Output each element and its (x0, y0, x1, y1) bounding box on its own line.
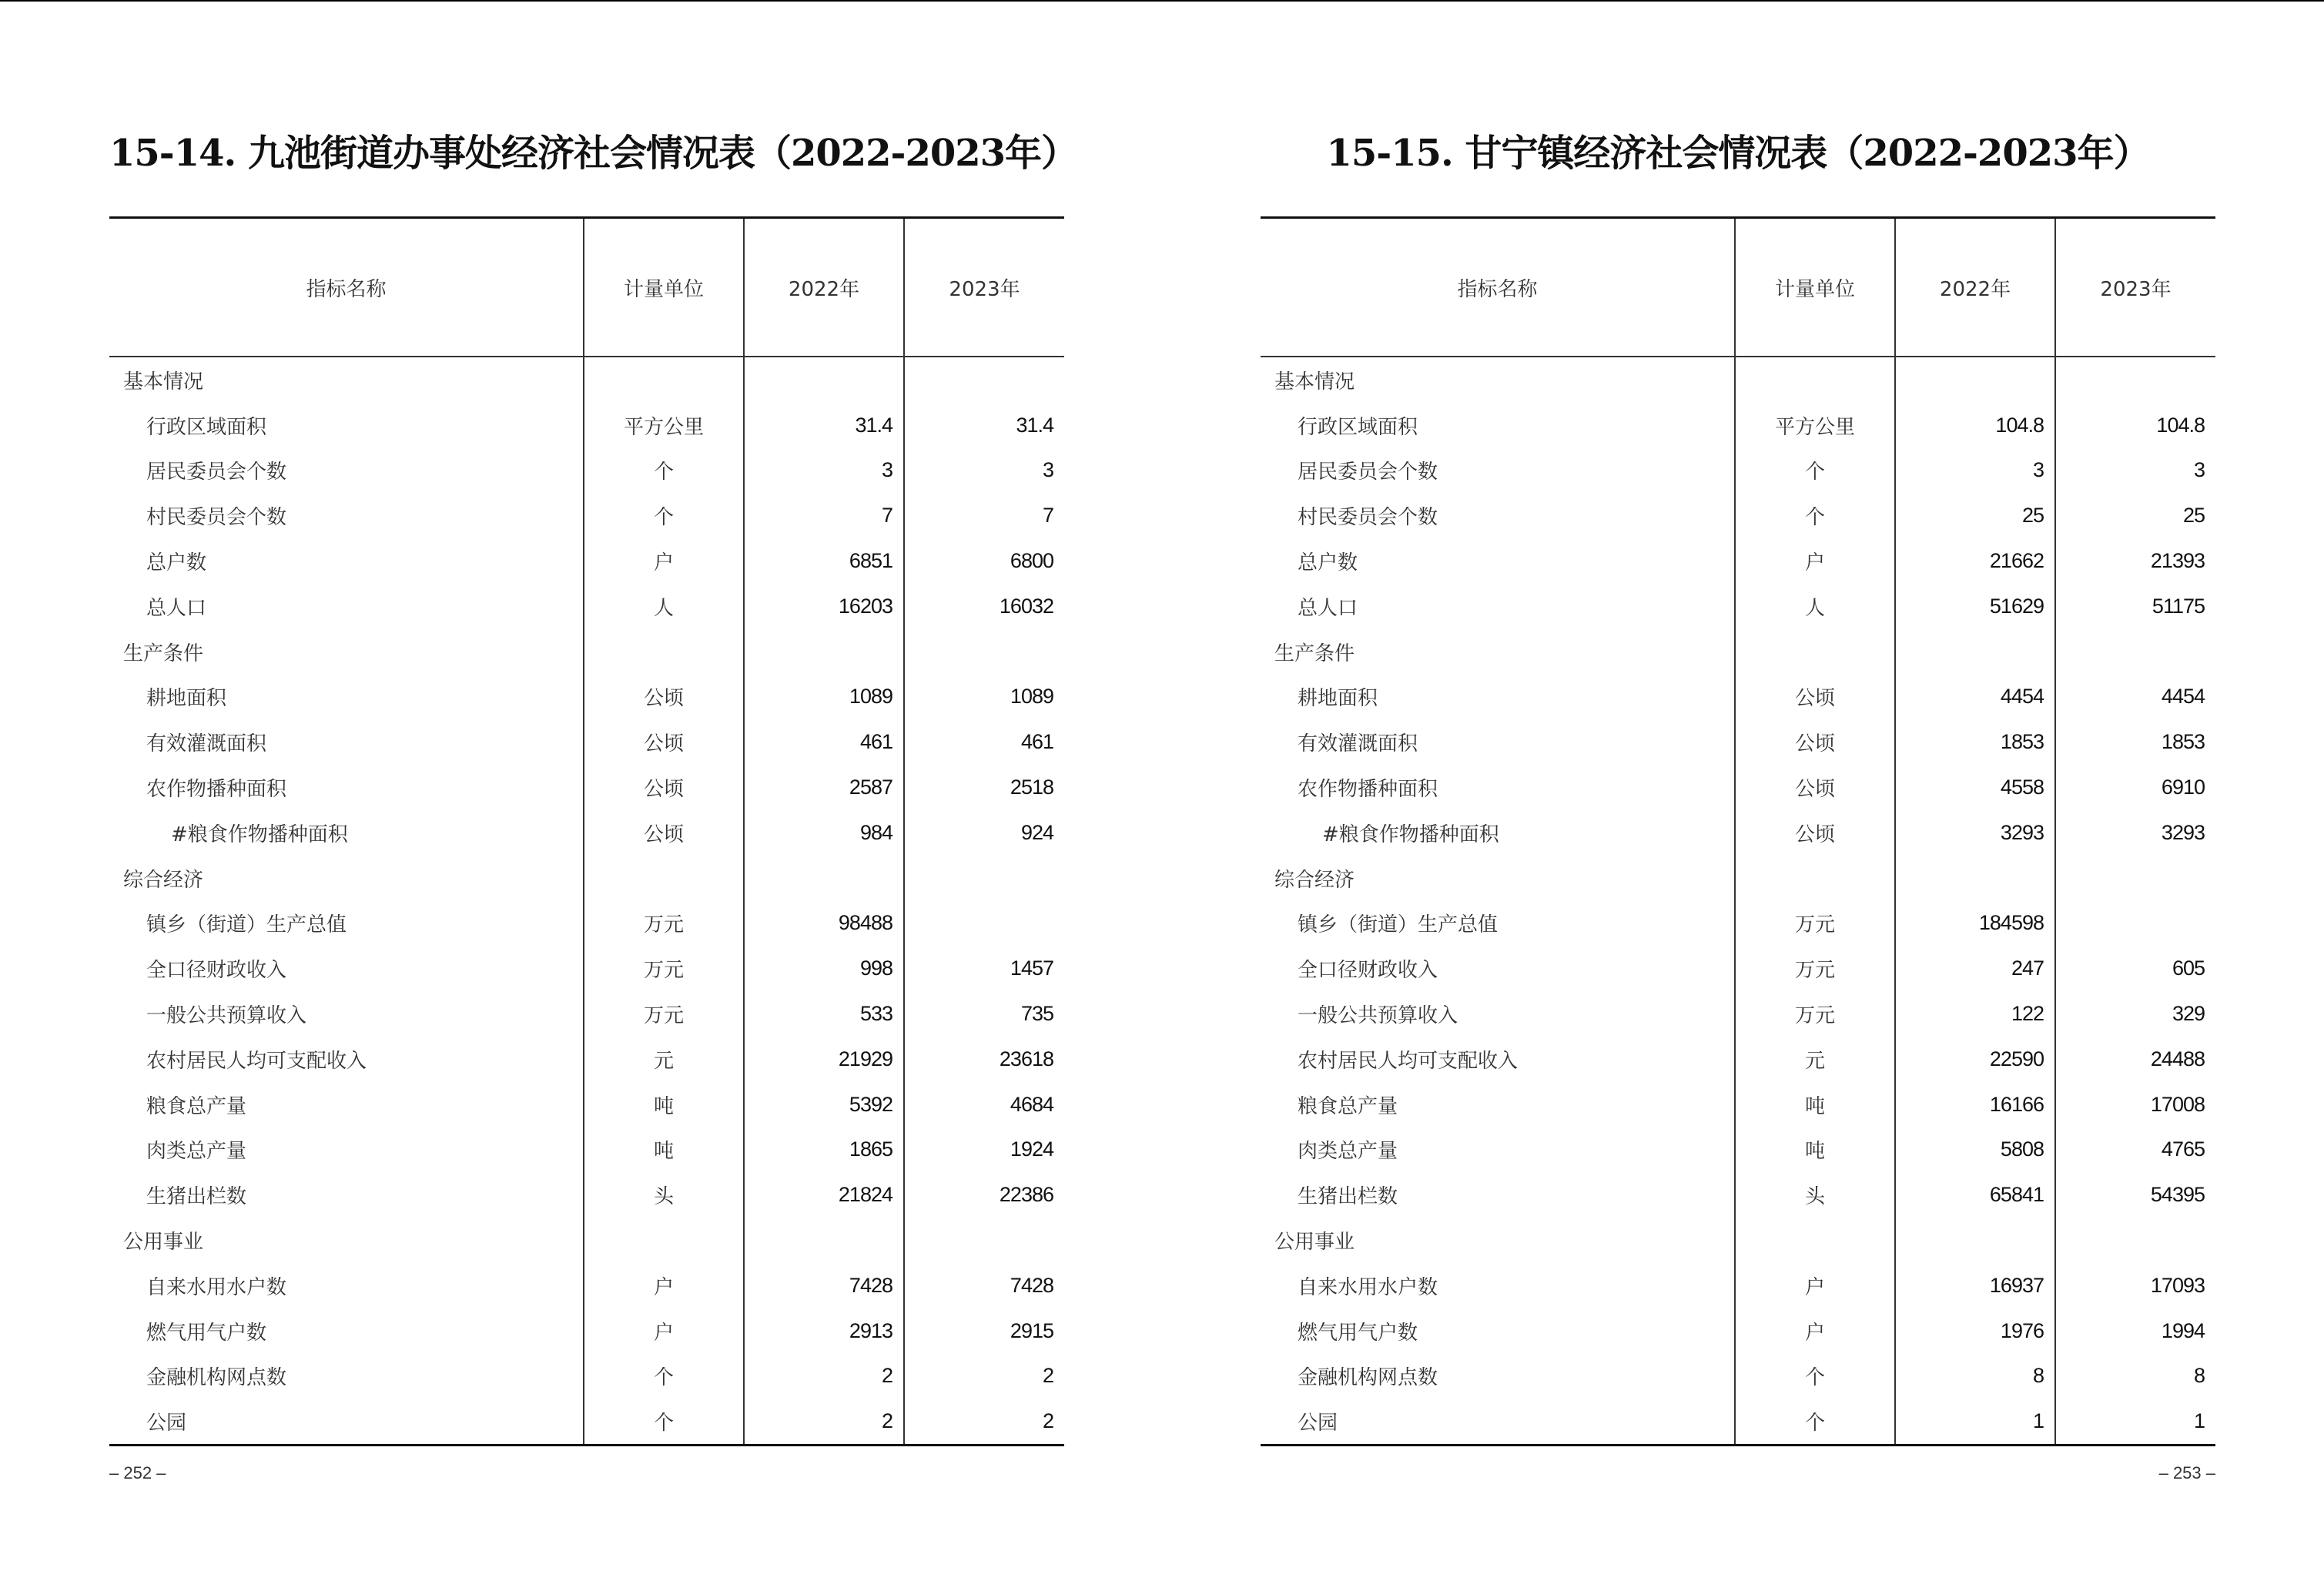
value-2023: 54395 (2055, 1172, 2215, 1218)
stats-table (109, 216, 1064, 1446)
row-unit: 个 (1735, 1399, 1895, 1445)
row-unit (584, 629, 744, 675)
value-2022 (744, 856, 904, 901)
row-unit: 户 (584, 538, 744, 584)
value-2022 (744, 1218, 904, 1263)
row-unit: 吨 (584, 1127, 744, 1173)
page-title: 15-14. 九池街道办事处经济社会情况表（2022-2023年） (109, 132, 1078, 175)
table-row (1261, 675, 2215, 720)
table-row (109, 1399, 1064, 1445)
value-2022: 7428 (744, 1263, 904, 1308)
header-year-2023: 2023年 (904, 218, 1064, 357)
table-row (1261, 538, 2215, 584)
value-2023: 2518 (904, 765, 1064, 810)
table-row (109, 946, 1064, 991)
value-2022: 4454 (1895, 675, 2055, 720)
header-indicator: 指标名称 (109, 218, 584, 357)
table-row (1261, 1399, 2215, 1445)
row-unit: 户 (1735, 1308, 1895, 1354)
section-row (109, 629, 1064, 675)
value-2022: 8 (1895, 1354, 2055, 1399)
value-2022: 2 (744, 1354, 904, 1399)
row-name: 燃气用气户数 (1298, 1321, 1418, 1345)
row-unit: 头 (1735, 1172, 1895, 1218)
value-2023: 1994 (2055, 1308, 2215, 1354)
value-2023: 4454 (2055, 675, 2215, 720)
value-2023: 329 (2055, 991, 2215, 1037)
header-unit: 计量单位 (584, 218, 744, 357)
row-name: 自来水用水户数 (1298, 1275, 1438, 1299)
value-2022: 21662 (1895, 538, 2055, 584)
table-row (1261, 403, 2215, 448)
value-2022: 1976 (1895, 1308, 2055, 1354)
row-name: 生猪出栏数 (146, 1185, 247, 1209)
value-2022: 25 (1895, 493, 2055, 538)
header-year-2023: 2023年 (2055, 218, 2215, 357)
table-row (109, 1037, 1064, 1082)
value-2022 (1895, 1218, 2055, 1263)
row-name: 总户数 (1298, 551, 1358, 575)
value-2022: 2913 (744, 1308, 904, 1354)
value-2022: 3 (1895, 448, 2055, 494)
value-2023 (2055, 629, 2215, 675)
section-row (1261, 1218, 2215, 1263)
row-unit: 个 (584, 1354, 744, 1399)
row-name: 农作物播种面积 (146, 778, 287, 802)
value-2022: 7 (744, 493, 904, 538)
row-name: 生猪出栏数 (1298, 1185, 1398, 1209)
value-2023: 1853 (2055, 719, 2215, 765)
row-name: 基本情况 (123, 370, 204, 394)
value-2022: 16937 (1895, 1263, 2055, 1308)
value-2023: 1089 (904, 675, 1064, 720)
row-unit: 个 (584, 493, 744, 538)
value-2023: 1 (2055, 1399, 2215, 1445)
row-name: 总人口 (146, 596, 207, 620)
table-row (1261, 1127, 2215, 1173)
row-name: 综合经济 (1274, 868, 1355, 892)
value-2022: 104.8 (1895, 403, 2055, 448)
table-row (109, 584, 1064, 629)
value-2023: 17093 (2055, 1263, 2215, 1308)
table-row (109, 1354, 1064, 1399)
row-name: 耕地面积 (146, 687, 227, 711)
table-row (109, 493, 1064, 538)
table-row (1261, 765, 2215, 810)
value-2022: 51629 (1895, 584, 2055, 629)
value-2022 (744, 629, 904, 675)
row-name: 公用事业 (1274, 1231, 1355, 1255)
row-name: 生产条件 (1274, 642, 1355, 665)
row-unit: 个 (1735, 448, 1895, 494)
row-name: 全口径财政收入 (146, 959, 287, 983)
value-2022: 21824 (744, 1172, 904, 1218)
value-2023: 3 (904, 448, 1064, 494)
page-number: – 252 – (109, 1463, 166, 1482)
table-row (109, 1263, 1064, 1308)
row-unit: 平方公里 (1735, 403, 1895, 448)
table-row (1261, 448, 2215, 494)
table-row (109, 991, 1064, 1037)
value-2023: 461 (904, 719, 1064, 765)
value-2023 (904, 357, 1064, 403)
row-name: 农村居民人均可支配收入 (146, 1049, 367, 1073)
value-2023: 7 (904, 493, 1064, 538)
table-header-row (1261, 218, 2215, 357)
table-row (1261, 901, 2215, 946)
value-2023: 4684 (904, 1082, 1064, 1127)
row-unit: 公顷 (1735, 765, 1895, 810)
value-2022 (1895, 357, 2055, 403)
row-name: 金融机构网点数 (146, 1366, 287, 1390)
row-name: 基本情况 (1274, 370, 1355, 394)
row-unit: 公顷 (584, 810, 744, 856)
row-unit: 户 (1735, 1263, 1895, 1308)
table-body (109, 357, 1064, 1446)
row-unit: 公顷 (584, 675, 744, 720)
row-name: 一般公共预算收入 (1298, 1004, 1458, 1028)
value-2022: 2587 (744, 765, 904, 810)
row-name: 公用事业 (123, 1231, 204, 1255)
row-unit: 公顷 (1735, 719, 1895, 765)
row-name: 有效灌溉面积 (146, 732, 267, 756)
value-2023 (2055, 357, 2215, 403)
row-unit: 吨 (584, 1082, 744, 1127)
value-2023: 3293 (2055, 810, 2215, 856)
row-name: 全口径财政收入 (1298, 959, 1438, 983)
table-row (109, 448, 1064, 494)
table-row (1261, 1263, 2215, 1308)
value-2023: 6800 (904, 538, 1064, 584)
value-2023 (904, 1218, 1064, 1263)
value-2023: 16032 (904, 584, 1064, 629)
value-2023: 605 (2055, 946, 2215, 991)
row-unit: 万元 (1735, 901, 1895, 946)
row-name: 居民委员会个数 (146, 461, 287, 484)
row-name: 肉类总产量 (146, 1140, 247, 1164)
value-2023: 104.8 (2055, 403, 2215, 448)
value-2022: 22590 (1895, 1037, 2055, 1082)
row-name: #粮食作物播种面积 (171, 822, 348, 846)
value-2022: 1 (1895, 1399, 2055, 1445)
value-2022: 1865 (744, 1127, 904, 1173)
table-row (1261, 584, 2215, 629)
value-2023 (904, 629, 1064, 675)
row-name: 公园 (146, 1412, 187, 1436)
table-row (109, 1082, 1064, 1127)
row-unit: 吨 (1735, 1082, 1895, 1127)
table-row (1261, 1082, 2215, 1127)
value-2023: 8 (2055, 1354, 2215, 1399)
value-2022: 2 (744, 1399, 904, 1445)
value-2023: 2915 (904, 1308, 1064, 1354)
row-name: 粮食总产量 (1298, 1094, 1398, 1118)
row-name: 村民委员会个数 (146, 506, 287, 530)
row-unit: 万元 (1735, 946, 1895, 991)
value-2023: 1924 (904, 1127, 1064, 1173)
table-row (1261, 1354, 2215, 1399)
row-unit (1735, 856, 1895, 901)
value-2023: 2 (904, 1354, 1064, 1399)
page-title: 15-15. 甘宁镇经济社会情况表（2022-2023年） (1326, 132, 2150, 175)
row-name: 行政区域面积 (146, 415, 267, 439)
row-unit: 公顷 (1735, 675, 1895, 720)
value-2023: 3 (2055, 448, 2215, 494)
table-row (109, 765, 1064, 810)
row-unit: 元 (584, 1037, 744, 1082)
row-unit: 万元 (584, 901, 744, 946)
value-2023: 924 (904, 810, 1064, 856)
row-unit (584, 856, 744, 901)
row-name: #粮食作物播种面积 (1322, 822, 1499, 846)
row-unit: 万元 (1735, 991, 1895, 1037)
row-unit (1735, 1218, 1895, 1263)
table-row (109, 1308, 1064, 1354)
row-name: 粮食总产量 (146, 1094, 247, 1118)
value-2023 (2055, 1218, 2215, 1263)
row-unit: 人 (1735, 584, 1895, 629)
table-row (1261, 946, 2215, 991)
row-unit (1735, 629, 1895, 675)
row-name: 耕地面积 (1298, 687, 1378, 711)
value-2023 (904, 901, 1064, 946)
header-indicator: 指标名称 (1261, 218, 1735, 357)
value-2022: 533 (744, 991, 904, 1037)
row-name: 燃气用气户数 (146, 1321, 267, 1345)
left-page (109, 0, 1078, 1588)
section-row (109, 1218, 1064, 1263)
row-unit: 万元 (584, 991, 744, 1037)
header-unit: 计量单位 (1735, 218, 1895, 357)
value-2023: 1457 (904, 946, 1064, 991)
value-2022: 461 (744, 719, 904, 765)
value-2022: 3 (744, 448, 904, 494)
row-name: 公园 (1298, 1412, 1338, 1436)
row-name: 有效灌溉面积 (1298, 732, 1418, 756)
value-2023 (904, 856, 1064, 901)
value-2022: 5808 (1895, 1127, 2055, 1173)
value-2022: 16203 (744, 584, 904, 629)
value-2022: 65841 (1895, 1172, 2055, 1218)
stats-table (1261, 216, 2215, 1446)
section-row (1261, 357, 2215, 403)
row-unit: 公顷 (584, 719, 744, 765)
row-unit: 个 (1735, 493, 1895, 538)
row-unit (584, 357, 744, 403)
section-row (109, 357, 1064, 403)
value-2022: 1853 (1895, 719, 2055, 765)
value-2023: 7428 (904, 1263, 1064, 1308)
table-row (109, 1172, 1064, 1218)
value-2023: 51175 (2055, 584, 2215, 629)
right-page (1261, 0, 2215, 1588)
value-2022: 184598 (1895, 901, 2055, 946)
table-row (1261, 1308, 2215, 1354)
value-2023: 6910 (2055, 765, 2215, 810)
row-name: 金融机构网点数 (1298, 1366, 1438, 1390)
value-2022: 984 (744, 810, 904, 856)
value-2022: 98488 (744, 901, 904, 946)
table-row (109, 675, 1064, 720)
page-number: – 253 – (2158, 1463, 2215, 1482)
row-unit: 个 (584, 1399, 744, 1445)
value-2023: 2 (904, 1399, 1064, 1445)
row-unit: 个 (584, 448, 744, 494)
row-name: 居民委员会个数 (1298, 461, 1438, 484)
value-2023: 23618 (904, 1037, 1064, 1082)
row-unit: 户 (584, 1308, 744, 1354)
row-name: 一般公共预算收入 (146, 1004, 307, 1028)
table-row (109, 538, 1064, 584)
value-2023: 25 (2055, 493, 2215, 538)
row-name: 村民委员会个数 (1298, 506, 1438, 530)
value-2023: 17008 (2055, 1082, 2215, 1127)
row-name: 农作物播种面积 (1298, 778, 1438, 802)
table-header-row (109, 218, 1064, 357)
value-2022: 4558 (1895, 765, 2055, 810)
table-row (109, 901, 1064, 946)
section-row (1261, 629, 2215, 675)
row-name: 自来水用水户数 (146, 1275, 287, 1299)
row-unit: 头 (584, 1172, 744, 1218)
table-row (109, 1127, 1064, 1173)
row-name: 农村居民人均可支配收入 (1298, 1049, 1519, 1073)
row-name: 镇乡（街道）生产总值 (1298, 913, 1499, 937)
value-2022: 1089 (744, 675, 904, 720)
table-row (1261, 1037, 2215, 1082)
value-2022 (744, 357, 904, 403)
row-unit: 人 (584, 584, 744, 629)
table-row (109, 403, 1064, 448)
header-year-2022: 2022年 (1895, 218, 2055, 357)
value-2023: 735 (904, 991, 1064, 1037)
value-2022: 16166 (1895, 1082, 2055, 1127)
value-2022: 31.4 (744, 403, 904, 448)
value-2022: 21929 (744, 1037, 904, 1082)
value-2022: 998 (744, 946, 904, 991)
row-name: 总人口 (1298, 596, 1358, 620)
table-body (1261, 357, 2215, 1446)
row-name: 肉类总产量 (1298, 1140, 1398, 1164)
row-name: 行政区域面积 (1298, 415, 1418, 439)
section-row (1261, 856, 2215, 901)
row-unit: 平方公里 (584, 403, 744, 448)
value-2023: 22386 (904, 1172, 1064, 1218)
value-2023: 31.4 (904, 403, 1064, 448)
row-name: 生产条件 (123, 642, 204, 665)
table-row (1261, 719, 2215, 765)
row-unit (1735, 357, 1895, 403)
table-row (1261, 493, 2215, 538)
value-2023 (2055, 901, 2215, 946)
row-name: 镇乡（街道）生产总值 (146, 913, 347, 937)
header-year-2022: 2022年 (744, 218, 904, 357)
row-name: 总户数 (146, 551, 207, 575)
row-unit: 户 (584, 1263, 744, 1308)
value-2022 (1895, 856, 2055, 901)
value-2022: 122 (1895, 991, 2055, 1037)
value-2022: 6851 (744, 538, 904, 584)
row-unit: 公顷 (1735, 810, 1895, 856)
value-2023: 4765 (2055, 1127, 2215, 1173)
table-row (1261, 810, 2215, 856)
table-row (109, 719, 1064, 765)
row-unit: 吨 (1735, 1127, 1895, 1173)
table-row (1261, 1172, 2215, 1218)
table-row (1261, 991, 2215, 1037)
value-2022 (1895, 629, 2055, 675)
table-row (109, 810, 1064, 856)
value-2022: 5392 (744, 1082, 904, 1127)
row-unit: 公顷 (584, 765, 744, 810)
row-unit: 户 (1735, 538, 1895, 584)
value-2023: 21393 (2055, 538, 2215, 584)
value-2023: 24488 (2055, 1037, 2215, 1082)
row-unit: 个 (1735, 1354, 1895, 1399)
value-2022: 247 (1895, 946, 2055, 991)
row-unit: 元 (1735, 1037, 1895, 1082)
value-2023 (2055, 856, 2215, 901)
row-unit (584, 1218, 744, 1263)
section-row (109, 856, 1064, 901)
value-2022: 3293 (1895, 810, 2055, 856)
row-unit: 万元 (584, 946, 744, 991)
row-name: 综合经济 (123, 868, 204, 892)
